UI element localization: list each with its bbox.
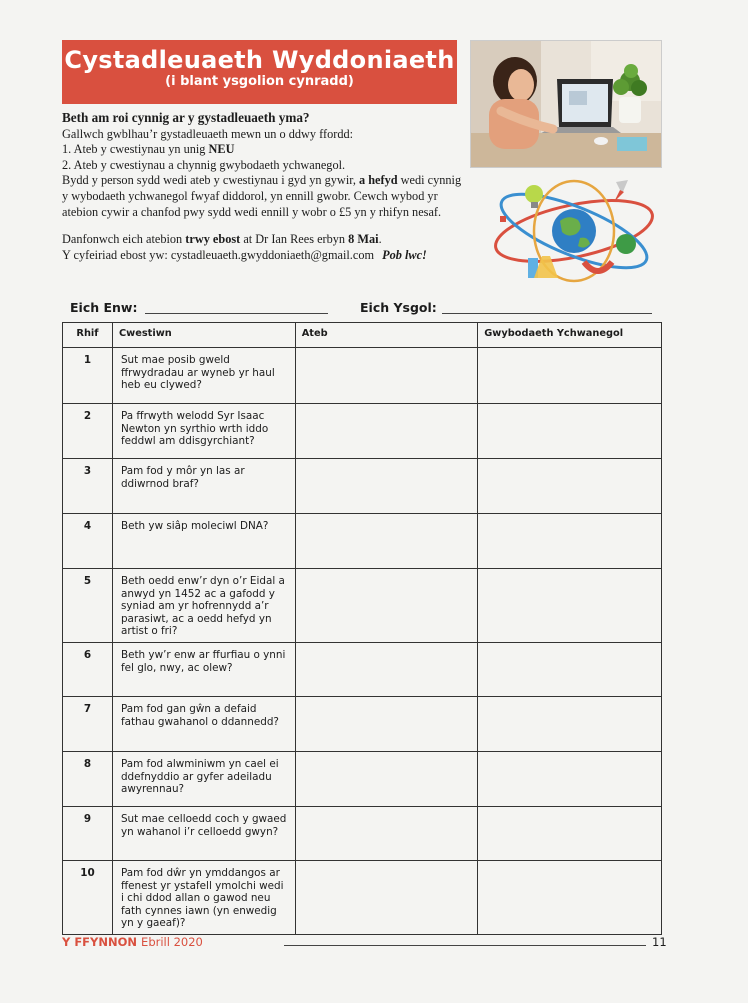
extra-info-cell[interactable] bbox=[478, 348, 662, 404]
rules-part-a: Bydd y person sydd wedi ateb y cwestiynau i gyd yn gywir, bbox=[62, 173, 359, 188]
answer-cell[interactable] bbox=[295, 751, 478, 806]
answer-cell[interactable] bbox=[295, 696, 478, 751]
answer-cell[interactable] bbox=[295, 514, 478, 569]
question-text: Pam fod y môr yn las ar ddiwrnod braf? bbox=[112, 459, 295, 514]
extra-info-cell[interactable] bbox=[478, 806, 662, 860]
instructions bbox=[62, 110, 467, 263]
school-label: Eich Ysgol: bbox=[360, 300, 437, 315]
option-1-or: NEU bbox=[208, 142, 235, 157]
row-number: 4 bbox=[63, 514, 113, 569]
table-row bbox=[63, 459, 662, 514]
send-bold-email: trwy ebost bbox=[185, 232, 241, 247]
email-line bbox=[62, 248, 467, 264]
header-question: Cwestiwn bbox=[112, 323, 295, 348]
good-luck: Pob lwc! bbox=[382, 247, 427, 262]
footer-rule bbox=[284, 945, 646, 946]
magazine-name: Y FFYNNON bbox=[62, 935, 138, 949]
science-illustration bbox=[488, 176, 660, 286]
email-address: Y cyfeiriad ebost yw: cystadleuaeth.gwyddoniaeth@gmail.com bbox=[62, 247, 375, 262]
send-part-c: . bbox=[378, 232, 382, 247]
answer-cell[interactable] bbox=[295, 569, 478, 643]
send-part-a: Danfonwch eich atebion bbox=[62, 232, 186, 247]
option-2: 2. Ateb y cwestiynau a chynnig gwybodaeth ychwanegol. bbox=[62, 157, 346, 172]
extra-info-cell[interactable] bbox=[478, 404, 662, 459]
table-row bbox=[63, 751, 662, 806]
table-row bbox=[63, 696, 662, 751]
row-number: 5 bbox=[63, 569, 113, 643]
page-title: Cystadleuaeth Wyddoniaeth bbox=[64, 46, 455, 74]
answer-cell[interactable] bbox=[295, 404, 478, 459]
name-label: Eich Enw: bbox=[70, 300, 138, 315]
table-row bbox=[63, 514, 662, 569]
rules-part-b: wedi cynnig y wybodaeth ychwanegol fwyaf diddorol, yn ennill gwobr. Cewch wybod yr atebion cywir a chanfod pwy sydd wedi ennill y wobr o £5 yn y rhifyn nesaf. bbox=[62, 173, 462, 219]
send-text bbox=[62, 232, 467, 248]
row-number: 2 bbox=[63, 404, 113, 459]
extra-info-cell[interactable] bbox=[478, 860, 662, 934]
title-banner bbox=[62, 40, 457, 104]
page-number: 11 bbox=[652, 935, 667, 949]
child-laptop-photo bbox=[470, 40, 662, 168]
intro-question: Beth am roi cynnig ar y gystadleuaeth yma? bbox=[62, 110, 310, 125]
question-text: Beth yw siâp moleciwl DNA? bbox=[112, 514, 295, 569]
answer-cell[interactable] bbox=[295, 806, 478, 860]
table-row bbox=[63, 642, 662, 696]
extra-info-cell[interactable] bbox=[478, 459, 662, 514]
rules-bold: a hefyd bbox=[358, 173, 398, 188]
row-number: 9 bbox=[63, 806, 113, 860]
answer-cell[interactable] bbox=[295, 642, 478, 696]
question-text: Pam fod gan gŵn a defaid fathau gwahanol o ddannedd? bbox=[112, 696, 295, 751]
row-number: 3 bbox=[63, 459, 113, 514]
question-text: Beth yw’r enw ar ffurfiau o ynni fel glo, nwy, ac olew? bbox=[112, 642, 295, 696]
question-text: Pa ffrwyth welodd Syr Isaac Newton yn syrthio wrth iddo feddwl am ddisgyrchiant? bbox=[112, 404, 295, 459]
header-extra-info: Gwybodaeth Ychwanegol bbox=[478, 323, 662, 348]
answer-cell[interactable] bbox=[295, 860, 478, 934]
question-text: Pam fod alwminiwm yn cael ei ddefnyddio ar gyfer adeiladu awyrennau? bbox=[112, 751, 295, 806]
header-answer: Ateb bbox=[295, 323, 478, 348]
question-text: Beth oedd enw’r dyn o’r Eidal a anwyd yn 1452 ac a gafodd y syniad am yr hofrennydd a’r parasiwt, ac a oedd hefyd yn artist o fri? bbox=[112, 569, 295, 643]
row-number: 6 bbox=[63, 642, 113, 696]
question-text: Sut mae celloedd coch y gwaed yn wahanol i’r celloedd gwyn? bbox=[112, 806, 295, 860]
send-bold-date: 8 Mai bbox=[348, 232, 379, 247]
row-number: 8 bbox=[63, 751, 113, 806]
question-text: Sut mae posib gweld ffrwydradau ar wyneb yr haul heb eu clywed? bbox=[112, 348, 295, 404]
extra-info-cell[interactable] bbox=[478, 569, 662, 643]
table-row bbox=[63, 348, 662, 404]
row-number: 7 bbox=[63, 696, 113, 751]
table-row bbox=[63, 404, 662, 459]
magazine-credit bbox=[62, 935, 203, 949]
question-text: Pam fod dŵr yn ymddangos ar ffenest yr ystafell ymolchi wedi i chi ddod allan o gawod neu fath cynnes iawn (yn enwedig yn y gaeaf)? bbox=[112, 860, 295, 934]
questions-table bbox=[62, 322, 662, 935]
rules-text bbox=[62, 173, 467, 220]
school-field[interactable] bbox=[442, 313, 652, 314]
extra-info-cell[interactable] bbox=[478, 696, 662, 751]
row-number: 1 bbox=[63, 348, 113, 404]
page-footer bbox=[62, 935, 672, 951]
header-number: Rhif bbox=[63, 323, 113, 348]
extra-info-cell[interactable] bbox=[478, 514, 662, 569]
intro-line: Gallwch gwblhau’r gystadleuaeth mewn un o ddwy ffordd: bbox=[62, 126, 354, 141]
page-subtitle: (i blant ysgolion cynradd) bbox=[165, 74, 354, 89]
extra-info-cell[interactable] bbox=[478, 642, 662, 696]
option-1-text: 1. Ateb y cwestiynau yn unig bbox=[62, 142, 209, 157]
magazine-issue: Ebrill 2020 bbox=[141, 935, 203, 949]
option-1 bbox=[62, 142, 467, 158]
table-row bbox=[63, 860, 662, 934]
name-school-row bbox=[70, 300, 670, 318]
table-header-row bbox=[63, 323, 662, 348]
table-row bbox=[63, 569, 662, 643]
name-field[interactable] bbox=[145, 313, 328, 314]
extra-info-cell[interactable] bbox=[478, 751, 662, 806]
table-row bbox=[63, 806, 662, 860]
send-part-b: at Dr Ian Rees erbyn bbox=[240, 232, 349, 247]
answer-cell[interactable] bbox=[295, 459, 478, 514]
answer-cell[interactable] bbox=[295, 348, 478, 404]
row-number: 10 bbox=[63, 860, 113, 934]
